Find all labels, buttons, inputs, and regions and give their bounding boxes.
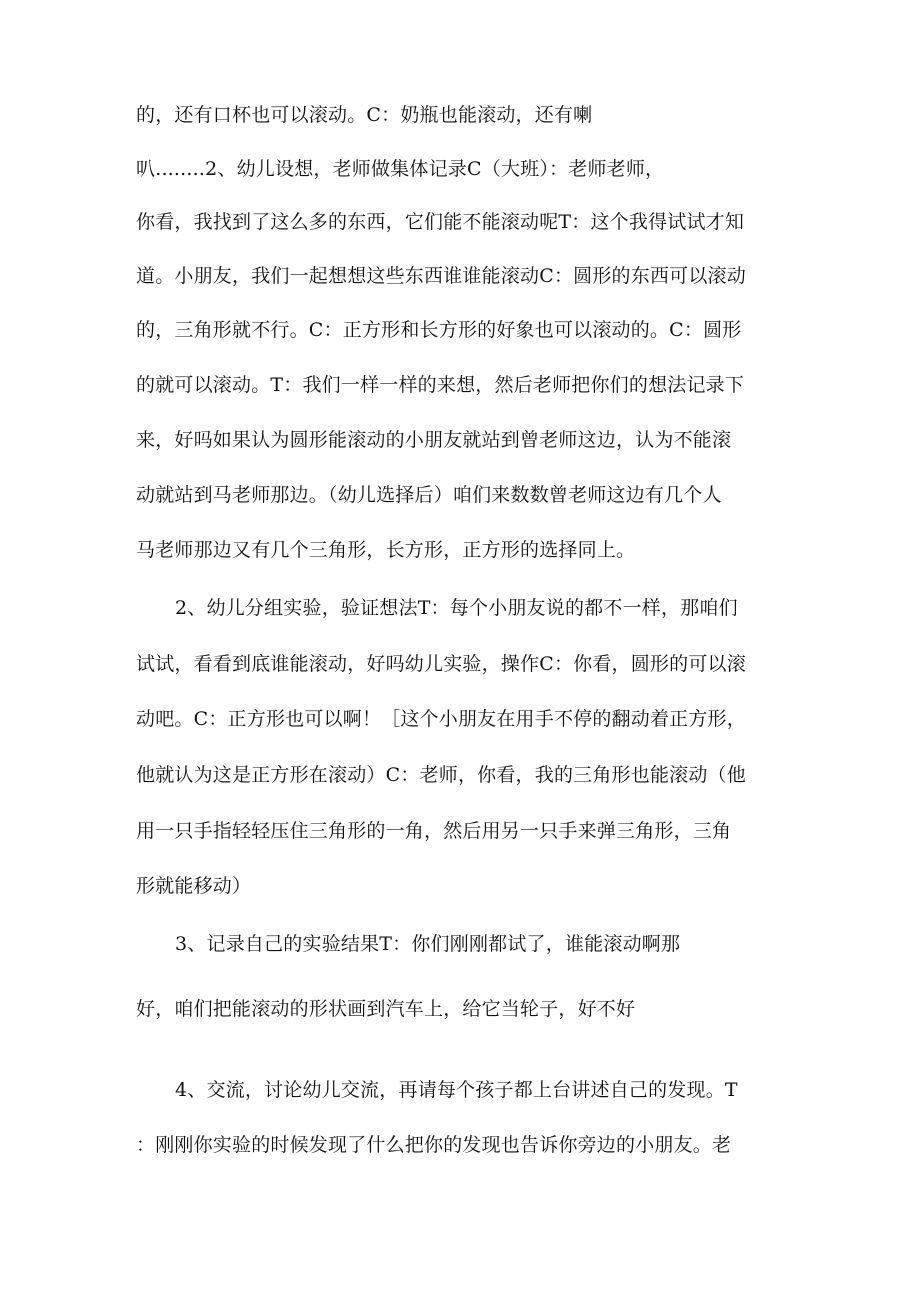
text-line: 马老师那边又有几个三角形，长方形，正方形的选择同上。 xyxy=(136,539,636,561)
paragraph-heading-line: 3、记录自己的实验结果T：你们刚刚都试了，谁能滚动啊那 xyxy=(175,933,681,955)
text-line: 的就可以滚动。T：我们一样一样的来想，然后老师把你们的想法记录下 xyxy=(136,374,745,396)
text-line: 动吧。C：正方形也可以啊！［这个小朋友在用手不停的翻动着正方形， xyxy=(136,708,746,730)
text-line: ：刚刚你实验的时候发现了什么把你的发现也告诉你旁边的小朋友。老 xyxy=(136,1134,732,1156)
text-line: 他就认为这是正方形在滚动）C：老师，你看，我的三角形也能滚动（他 xyxy=(136,764,746,786)
text-line: 形就能移动） xyxy=(136,875,252,897)
text-line: 用一只手指轻轻压住三角形的一角，然后用另一只手来弹三角形，三角 xyxy=(136,820,732,842)
text-line: 叭........2、幼儿设想，老师做集体记录C（大班）：老师老师， xyxy=(136,158,665,180)
text-line: 来，好吗如果认为圆形能滚动的小朋友就站到曾老师这边，认为不能滚 xyxy=(136,429,732,451)
paragraph-heading-line: 4、交流，讨论幼儿交流，再请每个孩子都上台讲述自己的发现。T xyxy=(175,1079,738,1101)
paragraph-heading-line: 2、幼儿分组实验，验证想法T：每个小朋友说的都不一样，那咱们 xyxy=(175,597,738,619)
text-line: 试试，看看到底谁能滚动，好吗幼儿实验，操作C：你看，圆形的可以滚 xyxy=(136,653,746,675)
text-line: 你看，我找到了这么多的东西，它们能不能滚动呢T：这个我得试试才知 xyxy=(136,211,745,233)
text-line: 的，三角形就不行。C：正方形和长方形的好象也可以滚动的。C：圆形 xyxy=(136,319,742,341)
text-line: 道。小朋友，我们一起想想这些东西谁谁能滚动C：圆形的东西可以滚动 xyxy=(136,265,746,287)
text-line: 的，还有口杯也可以滚动。C：奶瓶也能滚动，还有喇 xyxy=(136,104,593,126)
text-line: 好，咱们把能滚动的形状画到汽车上，给它当轮子，好不好 xyxy=(136,998,636,1020)
text-line: 动就站到马老师那边。（幼儿选择后）咱们来数数曾老师这边有几个人 xyxy=(136,484,722,506)
